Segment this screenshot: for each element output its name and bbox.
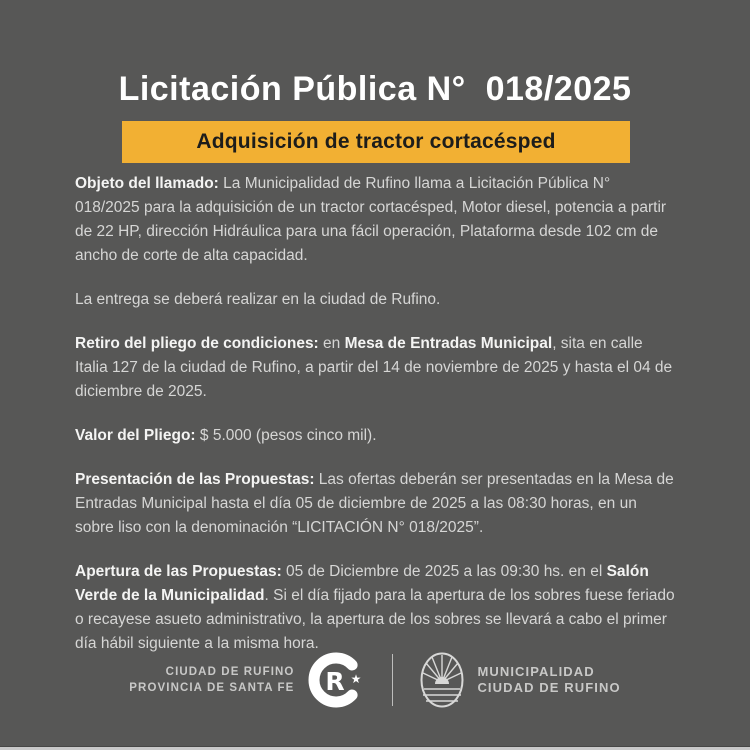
- subtitle-text: Adquisición de tractor cortacésped: [196, 130, 556, 153]
- footer-province-label: PROVINCIA DE SANTA FE: [129, 682, 295, 694]
- footer: [0, 644, 750, 716]
- subtitle-banner: [122, 121, 630, 163]
- paragraph: Retiro del pliego de condiciones: en Mesa de Entradas Municipal, sita en calle Italia 127 de la ciudad de Rufino, a partir del 14 de noviembre de 2025 y hasta el 04 de diciembre de 2025.: [75, 335, 673, 400]
- footer-city-label: CIUDAD DE RUFINO: [165, 666, 295, 678]
- paragraph: Apertura de las Propuestas: 05 de Diciembre de 2025 a las 09:30 hs. en el Salón Verde de la Municipalidad. Si el día fijado para la apertura de los sobres fuese feriado o recayese asueto administrativo, la apertura de los sobres se llevará a cabo el primer día hábil siguiente a la misma hora.: [75, 563, 675, 652]
- footer-municipality-label: MUNICIPALIDAD: [477, 664, 595, 679]
- paragraph: La entrega se deberá realizar en la ciudad de Rufino.: [75, 291, 441, 308]
- footer-right-text: [477, 664, 620, 696]
- body-text: [75, 172, 676, 676]
- svg-text:★: ★: [351, 672, 362, 686]
- paragraph: Objeto del llamado: La Municipalidad de Rufino llama a Licitación Pública N° 018/2025 para la adquisición de un tractor cortacésped, Motor diesel, potencia a partir de 22 HP, dirección Hidráulica para una fácil operación, Plataforma desde 102 cm de ancho de corte de alta capacidad.: [75, 175, 667, 264]
- bottom-strip: [0, 746, 750, 750]
- svg-text:R: R: [325, 667, 346, 696]
- cr-logo: [308, 650, 368, 710]
- paragraph: Valor del Pliego: $ 5.000 (pesos cinco mil).: [75, 427, 377, 444]
- footer-left-text: [129, 664, 294, 696]
- municipal-emblem-icon: [419, 651, 465, 709]
- page-title: Licitación Pública N° 018/2025: [118, 70, 632, 108]
- footer-rufino-label: CIUDAD DE RUFINO: [477, 680, 621, 695]
- paragraph: Presentación de las Propuestas: Las ofertas deberán ser presentadas en la Mesa de Entradas Municipal hasta el día 05 de diciembre de 2025 a las 08:30 horas, en un sobre liso con la denominación “LICITACIÓN N° 018/2025”.: [75, 471, 674, 536]
- footer-divider: [392, 654, 393, 706]
